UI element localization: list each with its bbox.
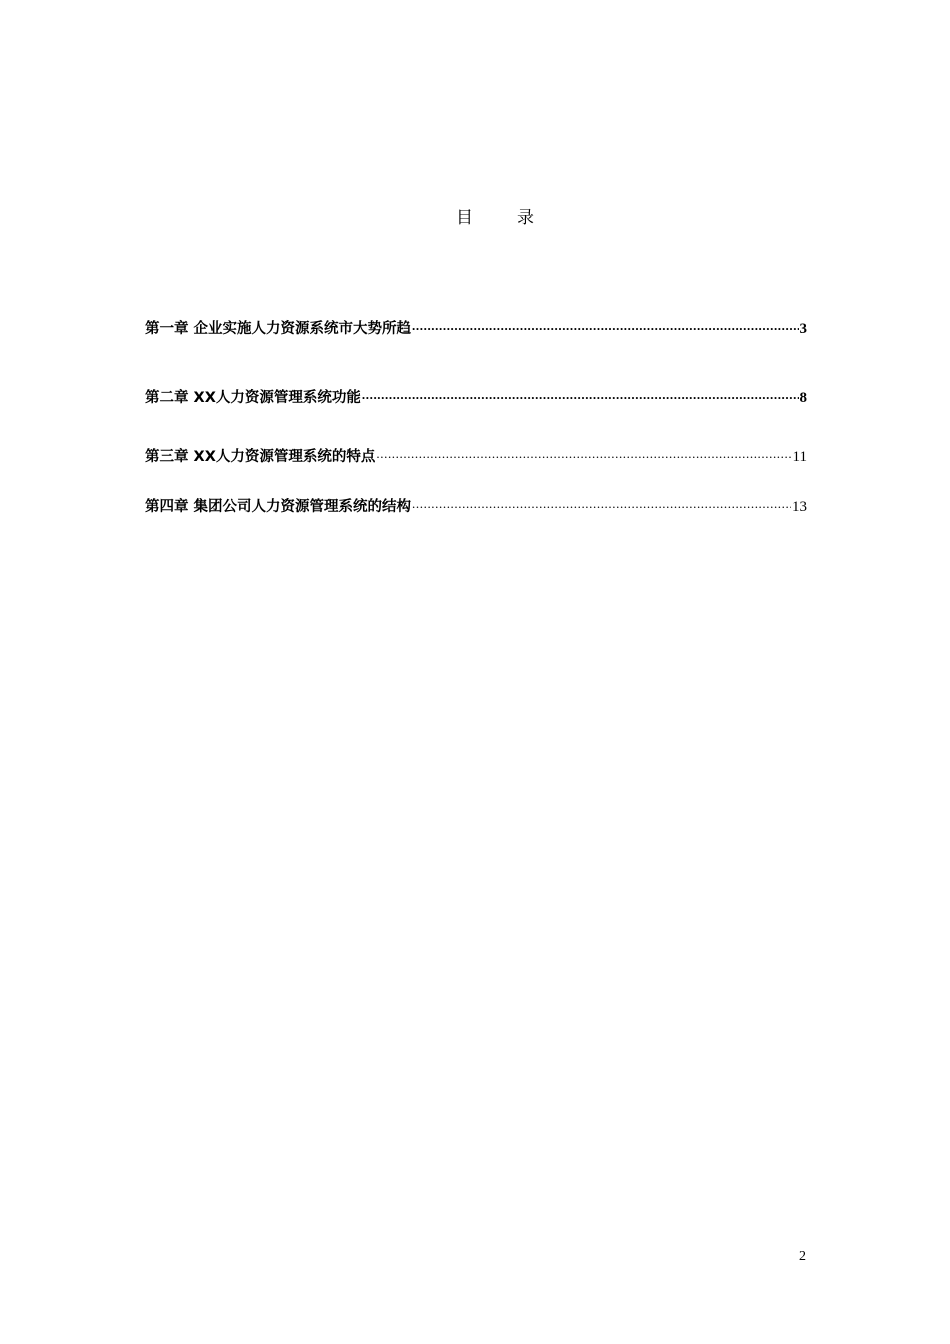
toc-entry-page-number: 13 (792, 499, 807, 515)
toc-leader-dots (362, 388, 799, 402)
toc-entry-label: 第四章 集团公司人力资源管理系统的结构 (145, 499, 412, 515)
toc-leader-dots (412, 319, 798, 333)
toc-leader-dots (376, 447, 791, 461)
toc-leader-dots (412, 497, 791, 511)
toc-entry-page-number: 8 (799, 390, 807, 406)
toc-title-char-2: 录 (517, 208, 534, 228)
toc-entry-label: 第二章 XX人力资源管理系统功能 (145, 390, 361, 406)
toc-entry-chapter-4[interactable] (145, 497, 807, 517)
page-number: 2 (799, 1249, 806, 1264)
toc-entry-chapter-2[interactable] (145, 388, 807, 408)
toc-title-char-1: 目 (456, 208, 473, 228)
toc-entry-chapter-3[interactable] (145, 447, 807, 467)
toc-entry-label: 第一章 企业实施人力资源系统市大势所趋 (145, 321, 412, 337)
toc-entry-page-number: 11 (792, 449, 807, 465)
toc-entry-page-number: 3 (799, 321, 807, 337)
toc-entry-label: 第三章 XX人力资源管理系统的特点 (145, 449, 376, 465)
toc-entry-chapter-1[interactable] (145, 319, 807, 339)
toc-title (0, 203, 950, 228)
